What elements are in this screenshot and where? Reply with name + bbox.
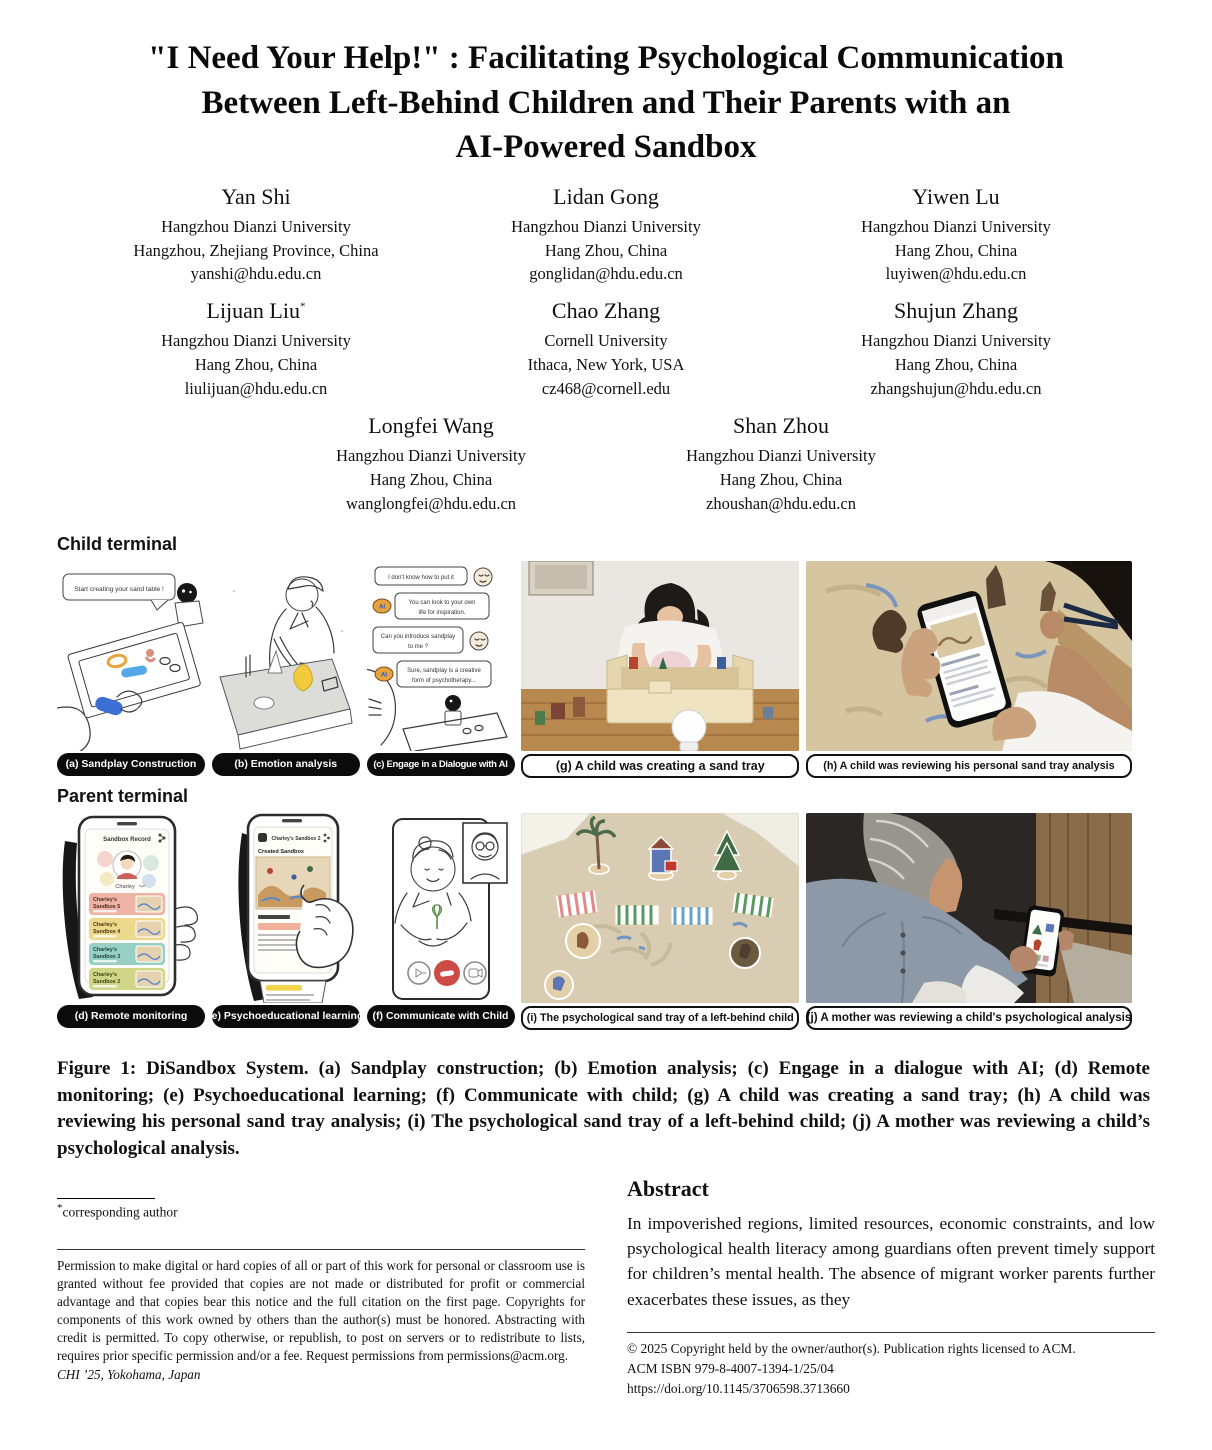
pastel-blob xyxy=(100,872,114,886)
paper-title xyxy=(70,36,1142,170)
author-affiliation: Hangzhou Dianzi University xyxy=(511,216,701,236)
author-affiliation: Hangzhou Dianzi University xyxy=(861,331,1051,351)
ai-badge-text: AI xyxy=(380,672,387,679)
author-name: Shan Zhou xyxy=(733,413,829,439)
back-icon[interactable] xyxy=(258,833,267,842)
svg-text:Sandbox 2: Sandbox 2 xyxy=(93,978,121,985)
author-location: Hang Zhou, China xyxy=(894,240,1018,260)
sandbox-image-figure xyxy=(267,868,273,874)
camera-button[interactable] xyxy=(464,962,486,984)
sandbox-card[interactable] xyxy=(89,893,165,915)
child-face-icon xyxy=(474,568,492,586)
copyright-rule xyxy=(627,1332,1155,1333)
author-location: Hang Zhou, China xyxy=(894,355,1018,375)
author-block xyxy=(91,298,421,401)
author-name: Yan Shi xyxy=(221,183,291,209)
camera-eye xyxy=(449,700,452,703)
pastel-blob xyxy=(97,851,113,867)
bottom-columns xyxy=(57,1176,1155,1399)
sketch-psychoeducational xyxy=(212,813,360,1003)
sandbox-step xyxy=(649,681,671,693)
author-location: Hang Zhou, China xyxy=(194,355,318,375)
table-figure xyxy=(551,703,565,719)
text-line xyxy=(266,999,310,1001)
figure-1 xyxy=(57,534,1132,1030)
figure-outline xyxy=(475,725,483,730)
author-affiliation: Hangzhou Dianzi University xyxy=(161,216,351,236)
corresponding-author-footnote xyxy=(57,1202,585,1221)
panel-dialogue-ai xyxy=(367,561,515,778)
authors-block xyxy=(0,184,1212,516)
sandbox-card[interactable] xyxy=(89,968,165,990)
author-email: gonglidan@hdu.edu.cn xyxy=(529,264,683,284)
cutout xyxy=(254,697,274,709)
sandbox-card[interactable] xyxy=(89,943,165,965)
panel-photo-child-reviewing xyxy=(806,561,1132,778)
author-email: liulijuan@hdu.edu.cn xyxy=(184,379,328,399)
figure-pink xyxy=(146,649,154,657)
svg-text:Sandbox 4: Sandbox 4 xyxy=(93,928,121,935)
panel-communicate xyxy=(367,813,515,1030)
author-email: yanshi@hdu.edu.cn xyxy=(190,264,322,284)
author-block xyxy=(91,184,421,287)
author-affiliation: Hangzhou Dianzi University xyxy=(336,446,526,466)
author-location: Hang Zhou, China xyxy=(369,470,493,490)
chat-text: to me ? xyxy=(407,643,428,650)
panel-sandplay-construction xyxy=(57,561,205,778)
button xyxy=(900,950,905,955)
panel-caption-pill: (f) Communicate with Child xyxy=(367,1005,515,1028)
person-body xyxy=(269,607,333,667)
svg-text:Sandbox 5: Sandbox 5 xyxy=(93,903,121,910)
doi-link[interactable]: https://doi.org/10.1145/3706598.3713660 xyxy=(627,1380,850,1396)
sketch-dialogue-ai xyxy=(367,561,515,751)
author-block xyxy=(616,413,946,516)
author-block xyxy=(266,413,596,516)
author-location: Hangzhou, Zhejiang Province, China xyxy=(133,240,379,260)
panel-caption-pill: (e) Psychoeducational learning xyxy=(212,1005,360,1028)
button xyxy=(900,968,905,973)
photo-psychological-sand-tray xyxy=(521,813,799,1003)
parent-terminal-row xyxy=(57,813,1132,1030)
chat-text: Sure, sandplay is a creative xyxy=(406,667,481,674)
table-figure xyxy=(763,707,773,719)
fence-cutout-blue xyxy=(671,907,713,925)
fence-cutout-green xyxy=(615,905,659,925)
author-affiliation: Hangzhou Dianzi University xyxy=(686,446,876,466)
dot xyxy=(341,630,343,632)
sandbox-card[interactable] xyxy=(89,918,165,940)
photo-child-reviewing-analysis xyxy=(806,561,1132,751)
sketch-sandplay-construction xyxy=(57,561,205,751)
svg-text:Charley's: Charley's xyxy=(93,971,118,978)
camera-eye xyxy=(189,591,192,594)
sandbox-image-figure xyxy=(291,874,296,879)
svg-text:Charley's: Charley's xyxy=(93,946,118,953)
boy-ear xyxy=(1040,611,1064,639)
author-location: Ithaca, New York, USA xyxy=(527,355,685,375)
footnote-text: corresponding author xyxy=(62,1204,178,1220)
speech-bubble-tail xyxy=(151,600,168,610)
footnote-rule xyxy=(57,1198,155,1199)
camera-icon xyxy=(177,583,197,603)
figure-caption: Figure 1: DiSandbox System. (a) Sandplay construction; (b) Emotion analysis; (c) Engage in a dialogue with AI; (d) Remote monitoring; (e) Psychoeducational learning; (f) Communicate with child; (g) A child was creating a sand tray; (h) A child was reviewing his personal sand tray analysis; (i) The psychological sand tray of a left-behind child; (j) A mother was reviewing a child’s psychological analysis. xyxy=(57,1057,1150,1159)
isbn-line: ACM ISBN 979-8-4007-1394-1/25/04 xyxy=(627,1360,834,1376)
author-email: cz468@cornell.edu xyxy=(541,379,671,399)
photo-caption: (h) A child was reviewing his personal sand tray analysis xyxy=(806,754,1132,778)
created-sandbox-label: Created Sandbox xyxy=(257,848,304,855)
copyright-line: © 2025 Copyright held by the owner/author(s). Publication rights licensed to ACM. xyxy=(627,1340,1076,1356)
camera-stand xyxy=(445,711,461,725)
mic-button[interactable] xyxy=(408,962,430,984)
panel-photo-child-creating xyxy=(521,561,799,778)
camera-eye xyxy=(182,589,185,592)
author-affiliation: Hangzhou Dianzi University xyxy=(861,216,1051,236)
sphere-device xyxy=(672,710,706,744)
author-name: Longfei Wang xyxy=(368,413,494,439)
mini-figure xyxy=(717,657,726,669)
panel-photo-sand-tray xyxy=(521,813,799,1030)
ai-badge-text: AI xyxy=(378,604,385,611)
panel-photo-mother xyxy=(806,813,1132,1030)
screen-title: Sandbox Record xyxy=(103,836,151,843)
pastel-blob xyxy=(143,855,159,871)
figure-disc xyxy=(545,971,573,999)
chat-text: life for inspiration. xyxy=(417,609,466,616)
author-email: zhangshujun@hdu.edu.cn xyxy=(870,379,1042,399)
panel-emotion-analysis xyxy=(212,561,360,778)
sketch-remote-monitoring xyxy=(57,813,205,1003)
child-face-icon xyxy=(470,632,488,650)
picture-frame-inner xyxy=(535,565,587,589)
svg-text:Sandbox 3: Sandbox 3 xyxy=(93,953,121,960)
abstract-heading: Abstract xyxy=(627,1176,709,1202)
figure-disc xyxy=(730,938,760,968)
footnote-marker: * xyxy=(57,1202,63,1215)
title-line-3: AI-Powered Sandbox xyxy=(455,129,757,166)
photo-caption: (j) A mother was reviewing a child's psychological analysis xyxy=(806,1006,1132,1030)
highlight-yellow xyxy=(266,985,302,991)
author-affiliation: Cornell University xyxy=(544,331,668,351)
authors-row-3 xyxy=(0,413,1212,516)
person-head xyxy=(286,579,318,611)
svg-text:Charley's: Charley's xyxy=(93,921,118,928)
table-figure xyxy=(535,711,545,725)
hair-hatch xyxy=(369,699,381,715)
author-email: wanglongfei@hdu.edu.cn xyxy=(345,494,517,514)
phone-speaker xyxy=(117,822,137,825)
panel-caption-pill: (d) Remote monitoring xyxy=(57,1005,205,1028)
title-line-1: "I Need Your Help!" : Facilitating Psychological Communication xyxy=(148,40,1064,76)
photo-mother-reviewing xyxy=(806,813,1132,1003)
author-name: Lidan Gong xyxy=(553,183,659,209)
button xyxy=(900,932,905,937)
camera-icon xyxy=(445,695,461,711)
photo-child-creating-sand-tray xyxy=(521,561,799,751)
chat-text: I don't know how to put it xyxy=(387,574,454,581)
sketch-communicate xyxy=(367,813,515,1003)
author-location: Hang Zhou, China xyxy=(719,470,843,490)
author-name xyxy=(91,298,421,324)
right-column xyxy=(627,1176,1155,1399)
author-name: Chao Zhang xyxy=(551,298,661,324)
chat-text: Can you introduce sandplay xyxy=(380,633,455,640)
conference-line: CHI ’25, Yokohama, Japan xyxy=(57,1367,201,1383)
analysis-heading-bar xyxy=(258,915,290,919)
author-email: luyiwen@hdu.edu.cn xyxy=(885,264,1027,284)
author-block xyxy=(791,298,1121,401)
author-email: zhoushan@hdu.edu.cn xyxy=(706,494,856,514)
photo-caption: (g) A child was creating a sand tray xyxy=(521,754,799,778)
sandbox-image-figure xyxy=(307,866,313,872)
sphere-base xyxy=(680,742,698,751)
panel-caption-pill: (a) Sandplay Construction xyxy=(57,753,205,776)
corresponding-author-mark: * xyxy=(299,301,306,314)
child-terminal-label: Child terminal xyxy=(57,533,178,554)
mini-figure xyxy=(629,657,638,669)
left-column xyxy=(57,1176,585,1399)
phone-speaker xyxy=(282,819,302,822)
author-name: Yiwen Lu xyxy=(912,183,1000,209)
author-affiliation: Hangzhou Dianzi University xyxy=(161,331,351,351)
authors-row-2 xyxy=(0,298,1212,401)
profile-name: Charley xyxy=(115,883,135,890)
screen-title: Charley's Sandbox 2 xyxy=(271,835,321,842)
author-block xyxy=(441,298,771,401)
chat-text: form of psychotherapy... xyxy=(411,677,476,684)
authors-row-1 xyxy=(0,184,1212,287)
dot xyxy=(233,590,235,592)
abstract-text: In impoverished regions, limited resources, economic constraints, and low psychological health literacy among guardians often prevent timely support for children’s mental health. The absence of migrant worker parents further exacerbates these issues, as they xyxy=(627,1214,1155,1309)
title-line-2: Between Left-Behind Children and Their Parents with an xyxy=(201,84,1011,121)
text-line xyxy=(266,994,314,996)
permission-rule xyxy=(57,1249,585,1250)
panel-remote-monitoring xyxy=(57,813,205,1030)
permission-statement: Permission to make digital or hard copies of all or part of this work for personal or classroom use is granted without fee provided that copies are not made or distributed for profit or commercial advantage and that copies bear this notice and the full citation on the first page. Copyrights for components of this work owned by others than the author(s) must be honored. Abstracting with credit is permitted. To copy otherwise, or republish, to post on servers or to redistribute to lists, requires prior specific permission and/or a fee. Request permissions from permissions@acm.org. xyxy=(57,1257,585,1364)
child-terminal-row xyxy=(57,561,1132,778)
author-block xyxy=(441,184,771,287)
figure-disc xyxy=(566,924,600,958)
speech-bubble-text: Start creating your sand table ! xyxy=(74,585,164,593)
author-block xyxy=(791,184,1121,287)
svg-text:Charley's: Charley's xyxy=(93,896,118,903)
fingers-sketch xyxy=(175,907,198,960)
parent-terminal-label: Parent terminal xyxy=(57,785,189,806)
mother-hand-right xyxy=(1058,930,1074,951)
table-figure xyxy=(573,697,585,717)
sketch-emotion-analysis xyxy=(212,561,360,751)
panel-psychoeducational xyxy=(208,813,364,1030)
author-location: Hang Zhou, China xyxy=(544,240,668,260)
chat-text: You can look to your own xyxy=(408,599,475,606)
author-name-text: Lijuan Liu xyxy=(206,298,300,324)
author-name: Shujun Zhang xyxy=(893,298,1019,324)
figure-outline xyxy=(463,728,471,733)
panel-caption-pill: (b) Emotion analysis xyxy=(212,753,360,776)
photo-caption: (i) The psychological sand tray of a left-behind child xyxy=(521,1006,799,1030)
panel-caption-pill: (c) Engage in a Dialogue with AI xyxy=(367,753,515,776)
